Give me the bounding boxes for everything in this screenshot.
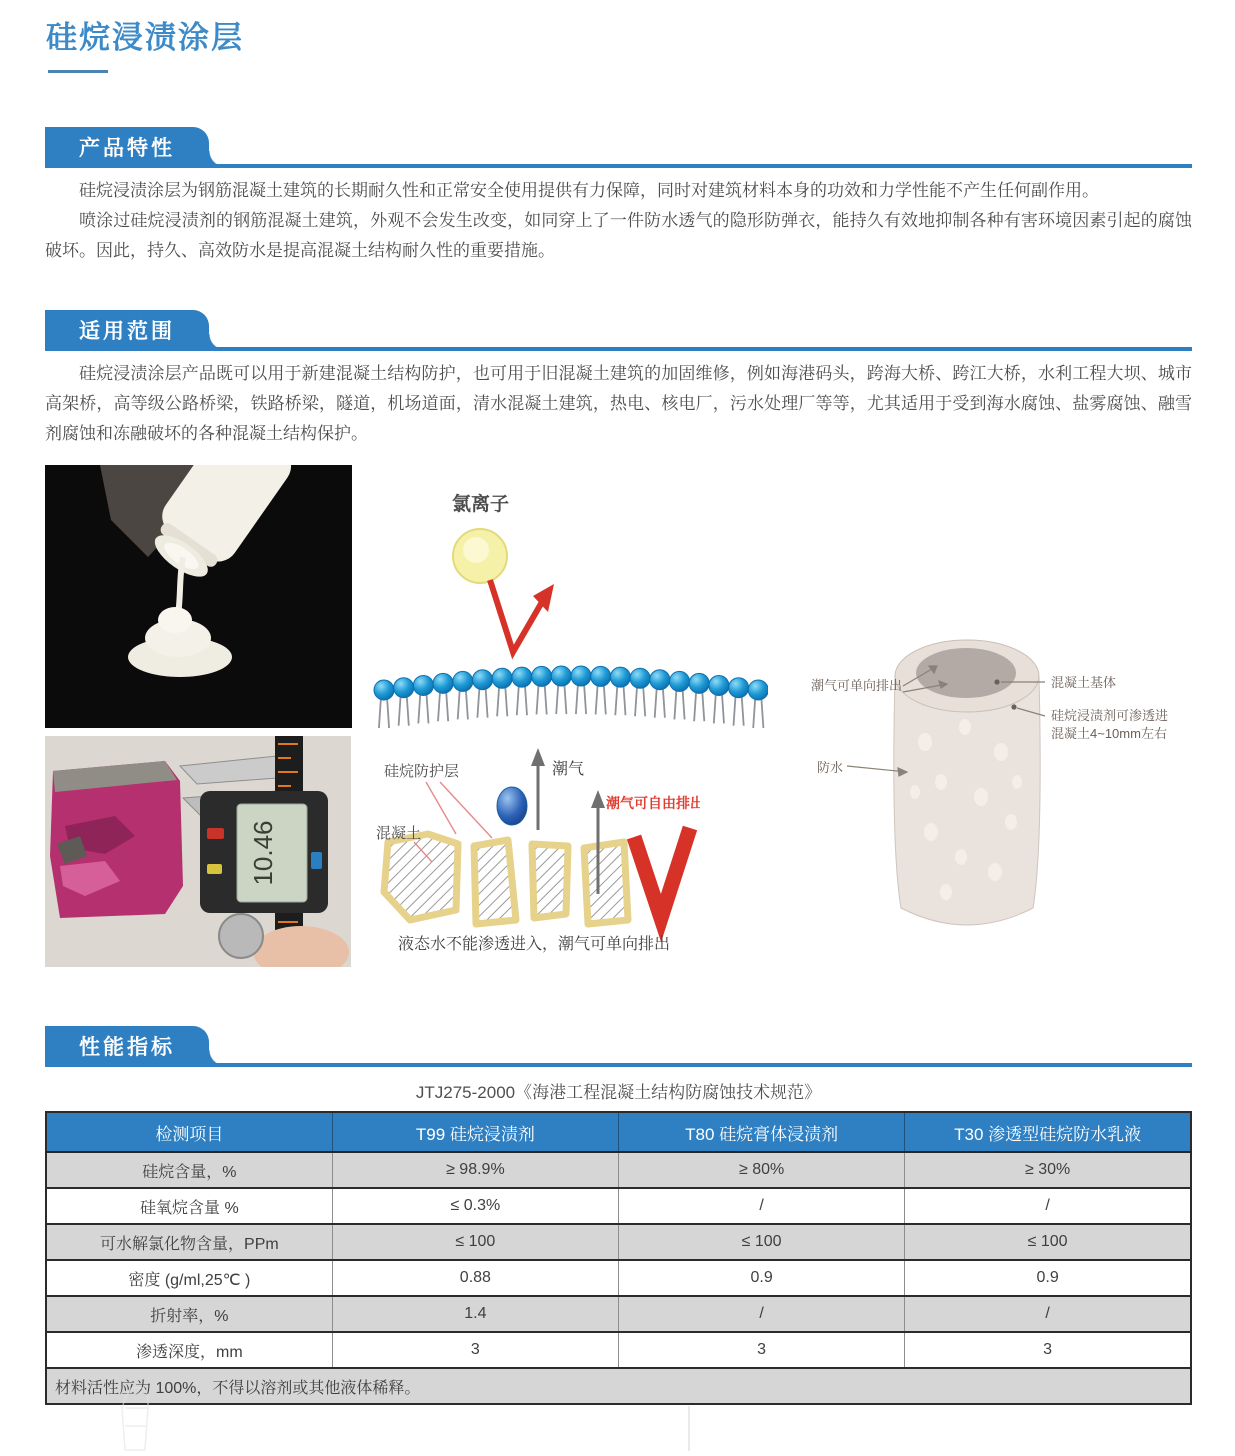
paste-blob-top xyxy=(158,607,192,633)
table-footnote: 材料活性应为 100%，不得以溶剂或其他液体稀释。 xyxy=(46,1368,1191,1404)
cell-label: 密度 (g/ml,25℃ ) xyxy=(46,1260,332,1296)
pointer-dot xyxy=(1011,704,1016,709)
cell-label: 可水解氯化物含量，PPm xyxy=(46,1224,332,1260)
cell-value: ≤ 100 xyxy=(619,1224,905,1260)
silane-layer-label: 硅烷防护层 xyxy=(384,763,460,780)
cell-value: 0.88 xyxy=(332,1260,618,1296)
section-divider-line xyxy=(45,164,1192,168)
cell-value: ≤ 100 xyxy=(332,1224,618,1260)
cell-value: 0.9 xyxy=(619,1260,905,1296)
blue-button xyxy=(311,852,322,869)
features-paragraph-2: 喷涂过硅烷浸渍剂的钢筋混凝土建筑，外观不会发生改变，如同穿上了一件防水透气的隐形防弹衣，能持久有效地抑制各种有害环境因素引起的腐蚀破坏。因此，持久、高效防水是提高混凝土结构耐久性的重要措施。 xyxy=(45,211,1192,260)
cell-value: / xyxy=(905,1296,1191,1332)
concrete-matrix-label: 混凝土基体 xyxy=(1051,675,1117,690)
cell-value: ≤ 0.3% xyxy=(332,1188,618,1224)
scope-paragraphs xyxy=(45,359,1192,449)
col-header-test-item: 检测项目 xyxy=(46,1112,332,1152)
cell-value: / xyxy=(619,1296,905,1332)
page-title: 硅烷浸渍涂层 xyxy=(46,20,244,55)
col-header-t30: T30 渗透型硅烷防水乳液 xyxy=(905,1112,1191,1152)
table-row xyxy=(46,1296,1191,1332)
vapor-arrow-2-head xyxy=(591,790,605,808)
pointer-dot xyxy=(994,679,999,684)
features-paragraph-1: 硅烷浸渍涂层为钢筋混凝土建筑的长期耐久性和正常安全使用提供有力保障，同时对建筑材料本身的功效和力学性能不产生任何副作用。 xyxy=(79,181,1099,200)
concrete-blocks-with-silane-layer xyxy=(384,834,628,924)
chloride-ion-highlight xyxy=(463,537,489,563)
cell-value: 3 xyxy=(905,1332,1191,1368)
vapor-label: 潮气 xyxy=(552,761,585,778)
col-header-t80: T80 硅烷膏体浸渍剂 xyxy=(619,1112,905,1152)
cylinder-diagram xyxy=(795,620,1235,955)
water-droplet xyxy=(497,787,527,825)
waterproof-label: 防水 xyxy=(817,760,844,775)
tab-product-features: 产品特性 xyxy=(45,127,209,167)
tab-performance-index: 性能指标 xyxy=(45,1026,209,1066)
table-row xyxy=(46,1332,1191,1368)
lcd-reading: 10.46 xyxy=(248,820,278,886)
concrete-core xyxy=(916,648,1016,698)
cell-value: ≥ 80% xyxy=(619,1152,905,1188)
performance-table xyxy=(45,1111,1192,1405)
chloride-ion-label: 氯离子 xyxy=(452,494,510,515)
molecule-layer xyxy=(374,666,768,728)
vapor-arrow-head xyxy=(531,748,545,766)
free-escape-label: 潮气可自由排出 xyxy=(606,795,700,811)
chloride-barrier-diagram xyxy=(372,472,768,735)
tab-application-scope: 适用范围 xyxy=(45,310,209,350)
section-divider-line xyxy=(45,347,1192,351)
red-button xyxy=(207,828,224,839)
cell-value: ≥ 30% xyxy=(905,1152,1191,1188)
cell-label: 硅氧烷含量 % xyxy=(46,1188,332,1224)
col-header-t99: T99 硅烷浸渍剂 xyxy=(332,1112,618,1152)
penetrate-label-line2: 混凝土4~10mm左右 xyxy=(1051,726,1167,741)
pouring-photo xyxy=(45,465,352,733)
watermark-bottle-outline xyxy=(112,1386,160,1456)
moisture-escape-diagram xyxy=(370,742,700,975)
one-way-escape-label: 潮气可单向排出 xyxy=(811,678,903,693)
cell-value: 3 xyxy=(332,1332,618,1368)
table-row xyxy=(46,1152,1191,1188)
scope-paragraph-1: 硅烷浸渍涂层产品既可以用于新建混凝土结构防护，也可用于旧混凝土建筑的加固维修，例如海港码头，跨海大桥、跨江大桥，水利工程大坝、城市高架桥，高等级公路桥梁，铁路桥梁，隧道，机场道面，清水混凝土建筑，热电、核电厂，污水处理厂等等，尤其适用于受到海水腐蚀、盐雾腐蚀、融雪剂腐蚀和冻融破坏的各种混凝土结构保护。 xyxy=(45,364,1192,443)
table-row xyxy=(46,1224,1191,1260)
caliper-photo xyxy=(45,736,351,972)
cell-value: 1.4 xyxy=(332,1296,618,1332)
red-check-V xyxy=(634,828,690,918)
yellow-button xyxy=(207,864,222,874)
concrete-label: 混凝土 xyxy=(376,825,422,842)
standard-caption: JTJ275-2000《海港工程混凝土结构防腐蚀技术规范》 xyxy=(415,1083,822,1102)
thumb-wheel xyxy=(219,914,263,958)
cell-value: 3 xyxy=(619,1332,905,1368)
cell-value: ≥ 98.9% xyxy=(332,1152,618,1188)
features-paragraphs xyxy=(45,176,1192,266)
section-divider-line xyxy=(45,1063,1192,1067)
cell-value: / xyxy=(905,1188,1191,1224)
table-row xyxy=(46,1260,1191,1296)
cell-value: 0.9 xyxy=(905,1260,1191,1296)
table-header-row xyxy=(46,1112,1191,1152)
penetrate-label-line1: 硅烷浸渍剂可渗透进 xyxy=(1051,708,1169,723)
table-footnote-row xyxy=(46,1368,1191,1404)
cell-value: / xyxy=(619,1188,905,1224)
cell-label: 折射率，% xyxy=(46,1296,332,1332)
cell-label: 渗透深度，mm xyxy=(46,1332,332,1368)
cylinder-body xyxy=(894,676,1040,925)
bounce-arrow xyxy=(490,580,542,652)
cell-value: ≤ 100 xyxy=(905,1224,1191,1260)
watermark-line xyxy=(688,1406,690,1451)
diagram-caption: 液态水不能渗透进入，潮气可单向排出 xyxy=(398,936,671,953)
table-row xyxy=(46,1188,1191,1224)
cell-label: 硅烷含量，% xyxy=(46,1152,332,1188)
title-underline xyxy=(48,70,108,73)
